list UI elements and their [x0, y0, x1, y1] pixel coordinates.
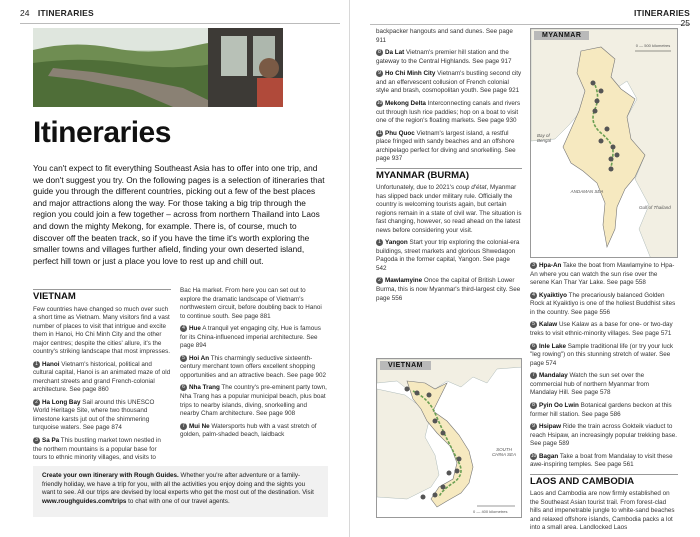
myanmar-lead-b: , Myanmar has slipped back under military rule. Officially the country is welcoming tourists again, but certain regions remain in a state of civil war. The situation is fast changing, however, so read ahead on the latest news before considering your visit.	[376, 184, 522, 234]
marker-number: 10	[376, 99, 383, 106]
callout-text-2: to chat with one of our travel agents.	[126, 497, 230, 505]
place-text: Once the capital of British Lower Burma, this is now Myanmar's third-largest city. See page 556	[376, 277, 521, 302]
place-name: Mawlamyine	[385, 277, 423, 285]
callout-text-1: Whether you're after adventure or a family-friendly holiday, we have a trip for you, with all the activities you enjoy doing and the sights you want to see. All our trips are devised by local experts who get the most out of the destination. Visit	[42, 472, 314, 497]
place-text: Take a boat from Mandalay to visit these awe-inspiring temples. See page 561	[530, 452, 673, 469]
intro-paragraph: You can't expect to fit everything Southeast Asia has to offer into one trip, and we don't suggest you try. On the following pages is a selection of itineraries that guide you through the different countries, picking out a few of the best places and major attractions along the way. For those taking a big trip through the region you could join a few together – across from northern Thailand into Laos and down the mighty Mekong, for example. There is, of course, much to discover off the beaten track, so if you have the time it's worth exploring the smaller towns and villages further afield, finding your own deserted island, perfect hill town or just a place you love to rest up and chill out.	[33, 163, 325, 266]
marker-number: 10	[530, 452, 537, 459]
place-name: Hsipaw	[539, 423, 562, 431]
running-head-rule	[370, 24, 690, 25]
list-item	[33, 361, 171, 395]
vietnam-column-2	[180, 287, 328, 444]
marker-number: 1	[33, 361, 40, 368]
place-text: Ride the train across Gokteik viaduct to reach Hsipaw, an increasingly popular trekking base. See page 589	[530, 423, 678, 448]
myanmar-scale-label: 0 — 500 kilometres	[635, 43, 671, 48]
place-name: Yangon	[385, 239, 408, 247]
page-title: Itineraries	[33, 116, 171, 149]
place-text: The precariously balanced Golden Rock at Kyaiktiyo is one of the holiest Buddhist sites in the country. See page 556	[530, 291, 676, 316]
place-text: Watersports hub with a vast stretch of golden, palm-shaded beach, laidback	[180, 422, 317, 439]
list-item	[180, 423, 328, 440]
running-head-right	[620, 8, 690, 28]
place-text: This charmingly seductive sixteenth-century merchant town offers excellent shopping opportunities and an attractive beach. See page 902	[180, 354, 326, 379]
list-item	[376, 100, 522, 126]
list-item	[376, 239, 522, 273]
list-item	[376, 70, 522, 96]
place-name: Hpa-An	[539, 262, 562, 270]
place-name: Mekong Delta	[385, 100, 426, 108]
bay-of-bengal-label: Bay of Bengal	[537, 133, 552, 143]
myanmar-map-label: MYANMAR	[534, 31, 589, 40]
list-item	[530, 402, 678, 419]
vietnam-col2-lead: Bac Ha market. From here you can set out to explore the dramatic landscape of Vietnam's northwestern circuit, before doubling back to Hanoi to continue south. See page 881	[180, 287, 322, 320]
list-item	[33, 399, 171, 433]
marker-number: 1	[376, 239, 383, 246]
place-name: Hoi An	[189, 354, 210, 362]
marker-number: 7	[530, 372, 537, 379]
place-name: Da Lat	[385, 49, 405, 57]
vietnam-scale-label: 0 — 400 kilometres	[473, 509, 508, 514]
list-item	[530, 372, 678, 398]
place-name: Phu Quoc	[385, 129, 415, 137]
place-text: Vietnam's largest island, a restful place fringed with sandy beaches and an offshore archipelago perfect for diving and snorkelling. See page 937	[376, 129, 516, 163]
list-item	[376, 130, 522, 164]
place-name: Ho Chi Minh City	[385, 70, 436, 78]
list-item	[376, 49, 522, 66]
vietnam-heading: VIETNAM	[33, 289, 171, 302]
place-text: Sample traditional life (or try your luck "leg rowing") on this stunning stretch of water. See page 574	[530, 342, 674, 367]
myanmar-lead-a: Unfortunately, due to 2021's	[376, 184, 456, 192]
place-name: Mui Ne	[189, 422, 210, 430]
list-item	[530, 321, 678, 338]
place-name: Nha Trang	[189, 384, 220, 392]
myanmar-heading: MYANMAR (BURMA)	[376, 168, 522, 181]
marker-number: 5	[180, 355, 187, 362]
place-name: Kyaiktiyo	[539, 291, 567, 299]
list-item	[376, 277, 522, 303]
place-text: Botanical gardens beckon at this former hill station. See page 586	[530, 402, 672, 418]
place-name: Mandalay	[539, 372, 568, 380]
place-text: Interconnecting canals and rivers cut through lush rice paddies; hop on a boat to visit one of the region's floating markets. See page 930	[376, 100, 521, 125]
place-name: Hue	[189, 325, 201, 333]
myanmar-map	[530, 28, 678, 258]
place-name: Sa Pa	[42, 437, 60, 445]
place-text: Sail around this UNESCO World Heritage Site, where two thousand limestone karsts jut out of the shimmering turquoise waters. See page 874	[33, 398, 155, 432]
list-item	[33, 437, 171, 463]
list-item	[180, 355, 328, 381]
list-item	[530, 343, 678, 369]
marker-number: 7	[180, 423, 187, 430]
vietnam-map	[376, 358, 522, 518]
callout-heading: Create your own itinerary with Rough Guides.	[42, 472, 179, 479]
right-column-1	[376, 28, 522, 307]
vietnam-column-1	[33, 287, 171, 467]
page-number-left: 24	[20, 8, 30, 18]
vietnam-lead: Few countries have changed so much over such a short time as Vietnam. Many visitors find a vast number of places to visit that intrigue and excite them in Hanoi, Ho Chi Minh City and the other major centres; despite the cities' allure, it's the country's striking landscape that most impresses.	[33, 305, 170, 355]
right-column-2	[530, 262, 678, 537]
marker-number: 6	[530, 343, 537, 350]
place-name: Ha Long Bay	[42, 398, 81, 406]
rough-guides-callout	[33, 466, 328, 517]
list-item	[530, 423, 678, 449]
marker-number: 8	[530, 402, 537, 409]
train-photo	[33, 28, 283, 107]
right-page	[350, 0, 700, 537]
marker-number: 8	[376, 49, 383, 56]
place-name: Pyin Oo Lwin	[539, 402, 579, 410]
place-text: This bustling market town nestled in the northern mountains is a popular base for tours to ethnic minority villages, and visits to	[33, 437, 161, 462]
laos-cambodia-text: Laos and Cambodia are now firmly established on the Southeast Asian tourist trail. From forest-clad hills and impenetrable jungle to white-sand beaches and relaxed offshore islands, Cambodia packs a lot into a small area. Landlocked Laos	[530, 490, 675, 532]
marker-number: 4	[530, 292, 537, 299]
marker-number: 9	[376, 70, 383, 77]
trips-link[interactable]: www.roughguides.com/trips	[42, 497, 127, 505]
list-item	[180, 384, 328, 418]
vietnam-map-label: VIETNAM	[380, 361, 431, 370]
list-item	[180, 325, 328, 351]
list-item	[530, 292, 678, 318]
place-text: Vietnam's historical, political and cultural capital, Hanoi is an animated maze of old merchant streets and grand French-colonial architecture. See page 860	[33, 360, 171, 394]
andaman-sea-label: ANDAMAN SEA	[570, 189, 604, 194]
place-text: Watch the sun set over the commercial hub of northern Myanmar from Mandalay Hill. See page 578	[530, 372, 649, 397]
running-head-left	[20, 8, 340, 24]
myanmar-lead-em: coup d'état	[455, 184, 487, 192]
laos-cambodia-heading: LAOS AND CAMBODIA	[530, 474, 678, 487]
marker-number: 11	[376, 129, 383, 136]
marker-number: 6	[180, 384, 187, 391]
page-number-right: 25	[680, 18, 690, 28]
place-text: Vietnam's premier hill station and the gateway to the Central Highlands. See page 917	[376, 49, 512, 65]
section-name-right: ITINERARIES	[633, 8, 690, 18]
myanmar-lead	[376, 184, 522, 235]
marker-number: 9	[530, 423, 537, 430]
marker-number: 4	[180, 325, 187, 332]
section-name-left: ITINERARIES	[37, 8, 94, 18]
place-text: Take the boat from Mawlamyine to Hpa-An where you can watch the sun rise over the serene Kan Thar Yar Lake. See page 558	[530, 262, 675, 287]
gulf-of-thailand-label: Gulf of Thailand	[639, 205, 671, 210]
place-name: Bagan	[539, 452, 559, 460]
marker-number: 2	[33, 399, 40, 406]
place-text: A tranquil yet engaging city, Hue is famous for its China-influenced imperial architecture. See page 894	[180, 325, 321, 350]
list-item	[530, 453, 678, 470]
place-text: Vietnam's bustling second city and an effervescent collusion of French colonial style and brash, cosmopolitan youth. See page 921	[376, 70, 522, 95]
place-name: Hanoi	[42, 360, 60, 368]
south-china-sea-label: SOUTH CHINA SEA	[491, 447, 517, 457]
place-text: Use Kalaw as a base for one- or two-day treks to visit ethnic-minority villages. See page 571	[530, 321, 673, 338]
place-text: The country's pre-eminent party town, Nha Trang has a popular municipal beach, plus boat trips to nearby islands, diving, snorkelling and nearby Cham architecture. See page 908	[180, 384, 327, 418]
marker-number: 5	[530, 321, 537, 328]
marker-number: 3	[530, 262, 537, 269]
place-name: Inle Lake	[539, 342, 566, 350]
marker-number: 3	[33, 437, 40, 444]
marker-number: 2	[376, 277, 383, 284]
place-name: Kalaw	[539, 321, 558, 329]
col1-lead: backpacker hangouts and sand dunes. See page 911	[376, 28, 513, 44]
place-text: Start your trip exploring the colonial-era buildings, street markets and glorious Shwedagon Pagoda in the former capital, Yangon. See page 542	[376, 239, 520, 272]
list-item	[530, 262, 678, 288]
